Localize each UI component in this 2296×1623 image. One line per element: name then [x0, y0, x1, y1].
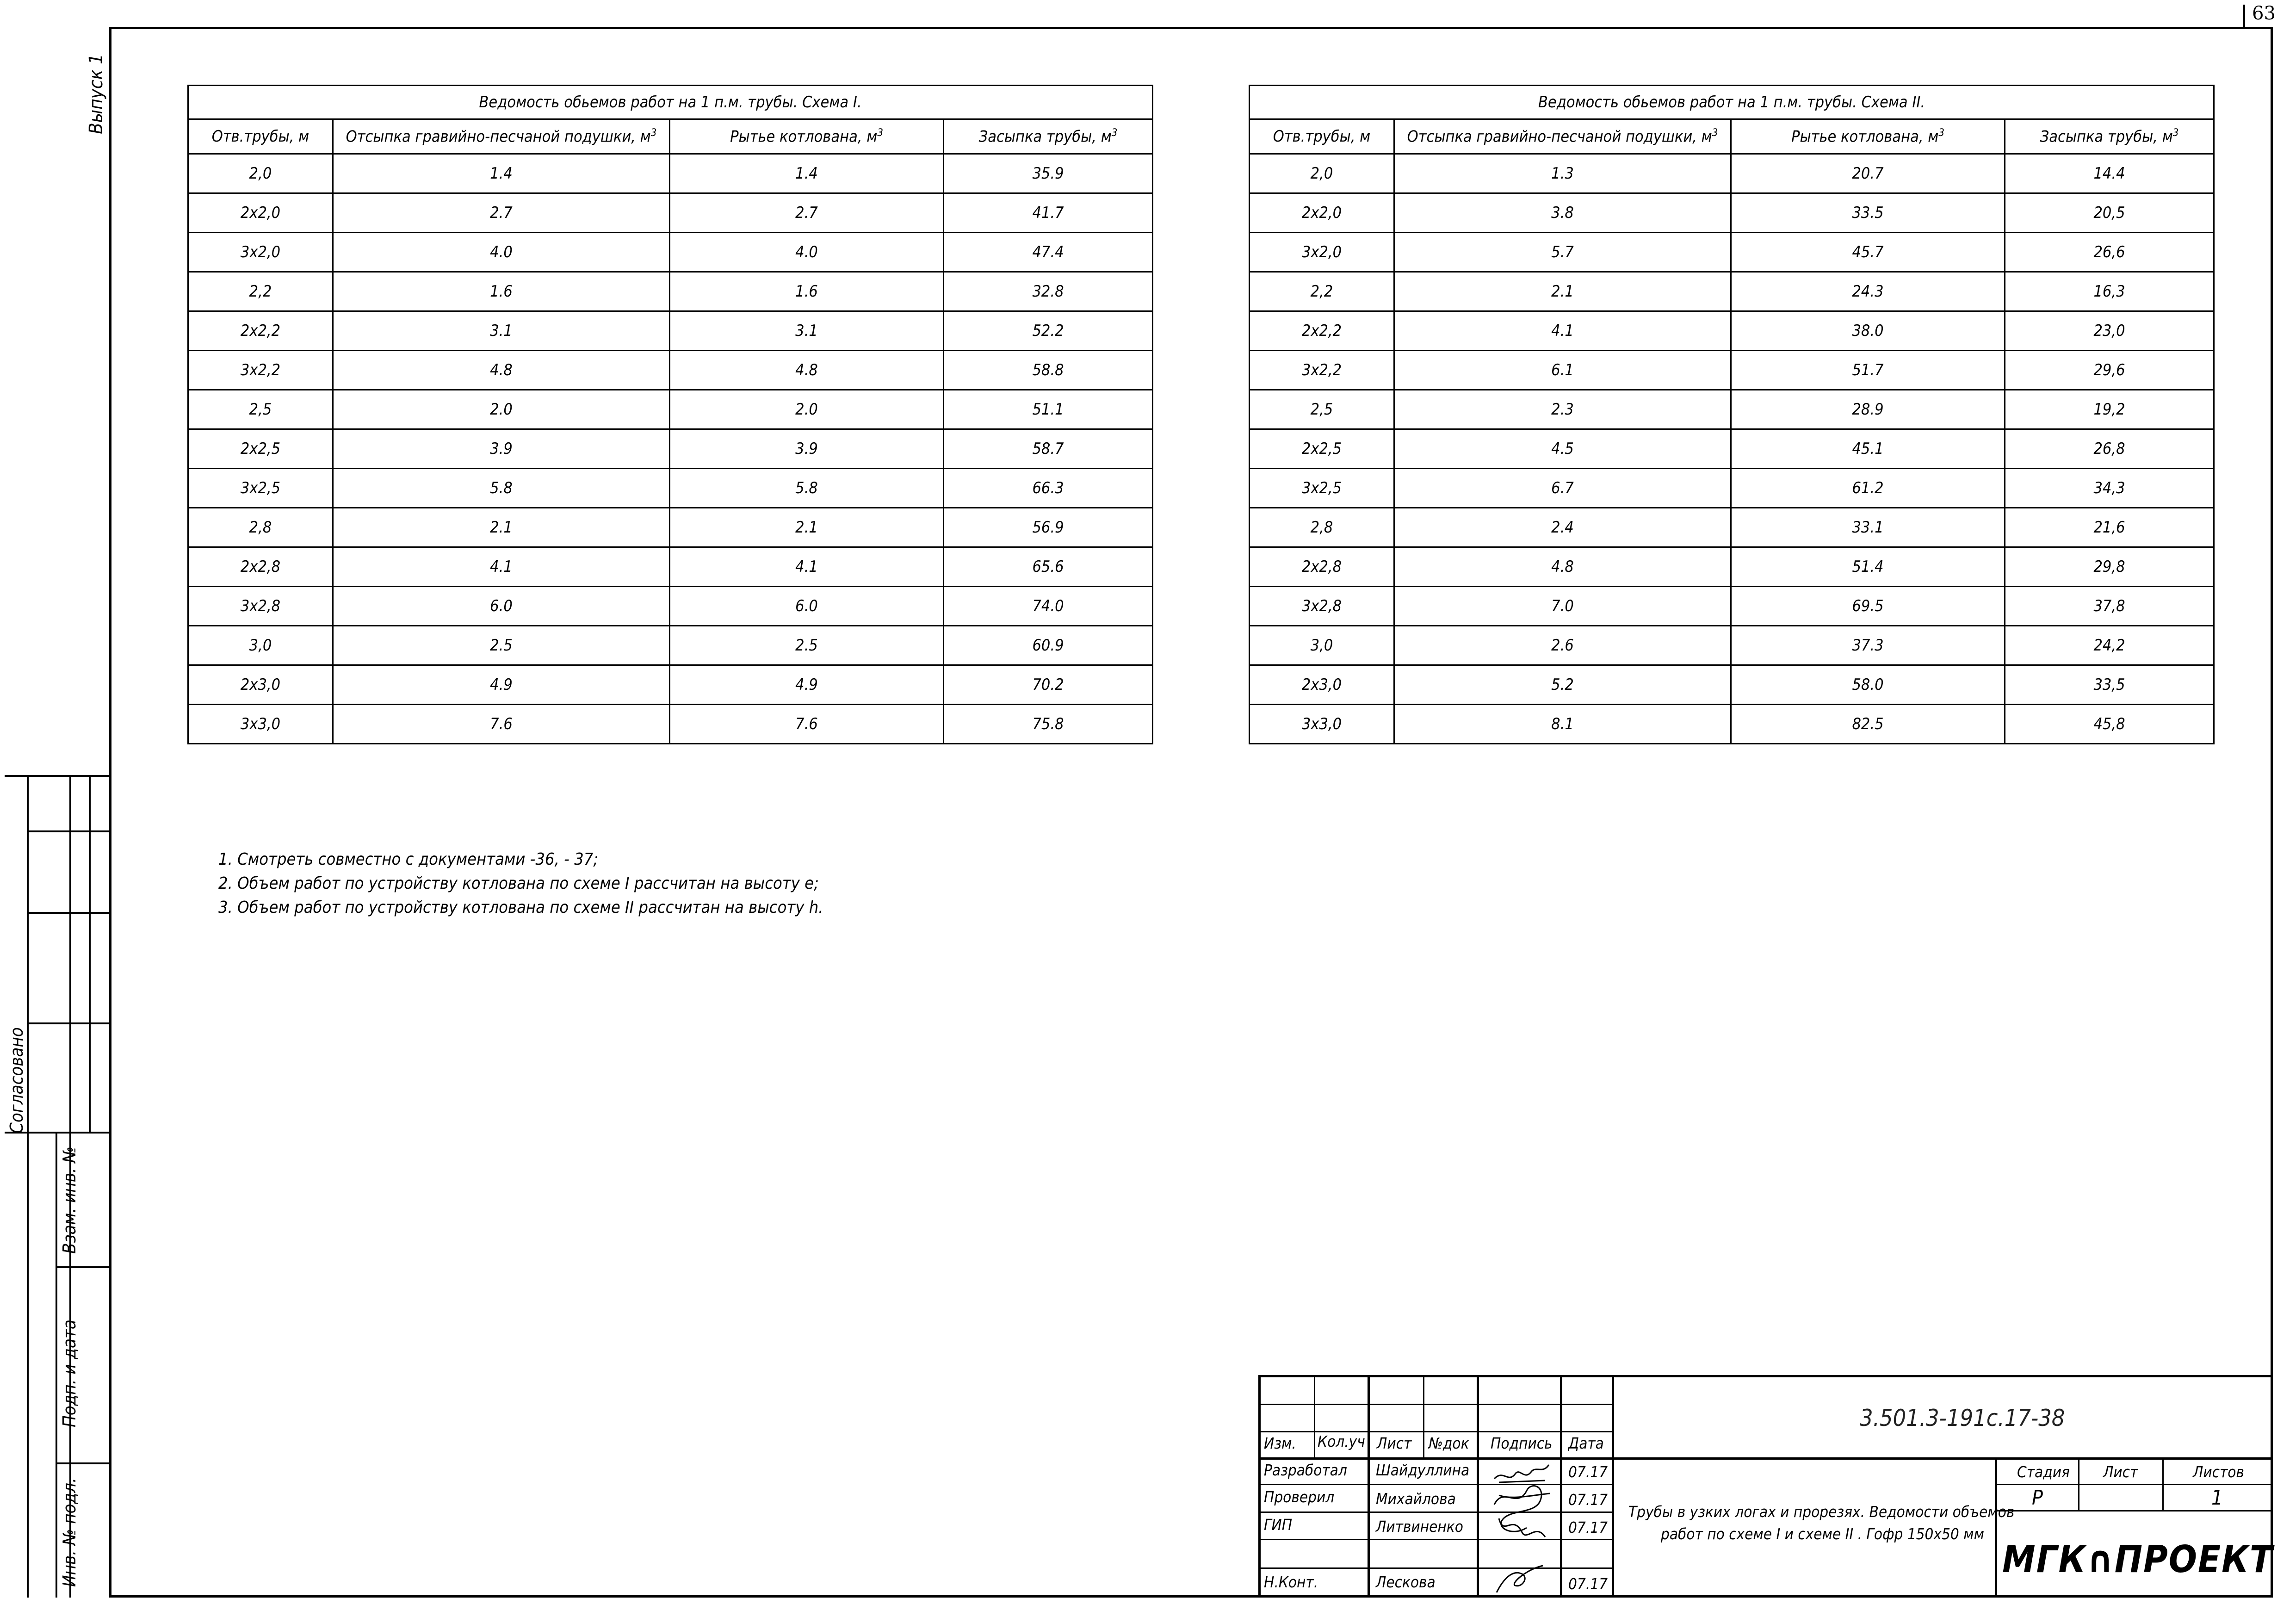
notes — [218, 848, 823, 920]
signature-gip — [1494, 1509, 1550, 1546]
table-cell: 2,2 — [1250, 272, 1394, 311]
table-row — [1250, 272, 2214, 311]
table-cell: 5.8 — [333, 469, 670, 508]
table-row — [1250, 665, 2214, 705]
table-row — [188, 665, 1153, 705]
table-cell: 4.0 — [670, 233, 944, 272]
table-cell: 45.1 — [1731, 429, 2005, 469]
table-cell: 3x2,8 — [188, 587, 333, 626]
date-nkont: 07.17 — [1568, 1575, 1608, 1593]
table-cell: 66.3 — [944, 469, 1153, 508]
table-cell: 2x2,5 — [188, 429, 333, 469]
table-cell: 2,5 — [1250, 390, 1394, 429]
name-proveril: Михайлова — [1376, 1490, 1456, 1508]
table-cell: 28.9 — [1731, 390, 2005, 429]
table-row — [1250, 311, 2214, 351]
table-cell: 2.0 — [670, 390, 944, 429]
table-cell: 82.5 — [1731, 705, 2005, 744]
table-row — [1250, 705, 2214, 744]
description-line-2: работ по схеме I и схеме II . Гофр 150х50 мм — [1661, 1525, 1984, 1543]
table-cell: 4.9 — [670, 665, 944, 705]
table-cell: 51.4 — [1731, 547, 2005, 587]
table1-header-backfill: Засыпка трубы, $м^3$ — [944, 119, 1153, 154]
table-cell: 1.3 — [1394, 154, 1731, 193]
podp-data-label: Подп. и дата — [59, 1319, 80, 1427]
table-cell: 23,0 — [2005, 311, 2214, 351]
vypusk-label: Выпуск 1 — [86, 54, 107, 134]
table-cell: 58.0 — [1731, 665, 2005, 705]
table-cell: 2x2,8 — [188, 547, 333, 587]
table-cell: 35.9 — [944, 154, 1153, 193]
table-cell: 2x2,0 — [188, 193, 333, 233]
hdr-data: Дата — [1568, 1434, 1604, 1452]
table-cell: 7.6 — [333, 705, 670, 744]
table2-header-diameter: Отв.трубы, м — [1250, 119, 1394, 154]
table-cell: 2.0 — [333, 390, 670, 429]
table-row — [188, 469, 1153, 508]
table-cell: 20.7 — [1731, 154, 2005, 193]
table-cell: 3.8 — [1394, 193, 1731, 233]
table-cell: 33,5 — [2005, 665, 2214, 705]
hdr-podpis: Подпись — [1491, 1434, 1553, 1452]
table-cell: 16,3 — [2005, 272, 2214, 311]
table-cell: 60.9 — [944, 626, 1153, 665]
table-cell: 2.1 — [1394, 272, 1731, 311]
table-cell: 51.7 — [1731, 351, 2005, 390]
table-row — [188, 390, 1153, 429]
table-cell: 2,5 — [188, 390, 333, 429]
table-cell: 47.4 — [944, 233, 1153, 272]
table-cell: 2,8 — [188, 508, 333, 547]
table-cell: 3.9 — [670, 429, 944, 469]
table-row — [1250, 429, 2214, 469]
table-cell: 69.5 — [1731, 587, 2005, 626]
table-cell: 2x2,5 — [1250, 429, 1394, 469]
table-cell: 1.4 — [670, 154, 944, 193]
hdr-koluch: Кол.уч — [1318, 1432, 1365, 1450]
table-row — [188, 233, 1153, 272]
table-cell: 4.8 — [333, 351, 670, 390]
table-cell: 3x2,5 — [1250, 469, 1394, 508]
hdr-ndok: №док — [1429, 1434, 1469, 1452]
table-cell: 2.5 — [333, 626, 670, 665]
table-row — [188, 193, 1153, 233]
table-cell: 2.7 — [333, 193, 670, 233]
inv-podl-label: Инв. № подл. — [59, 1478, 80, 1587]
table-cell: 45.7 — [1731, 233, 2005, 272]
table2-header-excavation: Рытье котлована, $м^3$ — [1731, 119, 2005, 154]
table-cell: 61.2 — [1731, 469, 2005, 508]
left-strip — [5, 775, 110, 1598]
table2-title: Ведомость обьемов работ на 1 п.м. трубы. Схема II. — [1250, 86, 2214, 119]
table-cell: 6.0 — [333, 587, 670, 626]
table-cell: 3,0 — [188, 626, 333, 665]
table-cell: 37,8 — [2005, 587, 2214, 626]
table-cell: 4.8 — [670, 351, 944, 390]
table-cell: 8.1 — [1394, 705, 1731, 744]
table-cell: 3x3,0 — [188, 705, 333, 744]
table-row — [188, 587, 1153, 626]
table-cell: 2,8 — [1250, 508, 1394, 547]
stage-label: Стадия — [2017, 1463, 2070, 1481]
table-cell: 14.4 — [2005, 154, 2214, 193]
table-cell: 1.6 — [333, 272, 670, 311]
table-cell: 37.3 — [1731, 626, 2005, 665]
table-cell: 21,6 — [2005, 508, 2214, 547]
table-cell: 33.1 — [1731, 508, 2005, 547]
table-cell: 26,8 — [2005, 429, 2214, 469]
table-cell: 26,6 — [2005, 233, 2214, 272]
date-razrabotal: 07.17 — [1568, 1463, 1608, 1481]
table-cell: 2x3,0 — [188, 665, 333, 705]
volume-table-scheme-1 — [187, 85, 1153, 744]
table-cell: 3x2,8 — [1250, 587, 1394, 626]
table-cell: 70.2 — [944, 665, 1153, 705]
table-cell: 3.1 — [670, 311, 944, 351]
table-cell: 2,0 — [188, 154, 333, 193]
table-row — [1250, 154, 2214, 193]
name-razrabotal: Шайдуллина — [1376, 1461, 1470, 1479]
table-row — [1250, 469, 2214, 508]
table-cell: 2.7 — [670, 193, 944, 233]
table-cell: 3,0 — [1250, 626, 1394, 665]
table-row — [188, 429, 1153, 469]
table2-header-fill: Отсыпка гравийно-песчаной подушки, $м^3$ — [1394, 119, 1731, 154]
table-row — [1250, 508, 2214, 547]
table-row — [188, 351, 1153, 390]
table-row — [188, 705, 1153, 744]
table-row — [188, 508, 1153, 547]
table-cell: 4.0 — [333, 233, 670, 272]
table-cell: 41.7 — [944, 193, 1153, 233]
vzam-inv-label: Взам. инв. № — [59, 1146, 80, 1254]
date-proveril: 07.17 — [1568, 1491, 1608, 1509]
table-cell: 24,2 — [2005, 626, 2214, 665]
volume-table-scheme-2 — [1249, 85, 2215, 744]
role-proveril: Проверил — [1264, 1488, 1335, 1506]
table-row — [1250, 193, 2214, 233]
table-cell: 58.7 — [944, 429, 1153, 469]
table-cell: 19,2 — [2005, 390, 2214, 429]
table-cell: 5.8 — [670, 469, 944, 508]
description-line-1: Трубы в узких логах и прорезях. Ведомости объемов — [1628, 1503, 2015, 1521]
table-cell: 7.6 — [670, 705, 944, 744]
table-cell: 1.6 — [670, 272, 944, 311]
company-logo: МГК∩ПРОЕКТ — [2002, 1538, 2274, 1581]
table-cell: 3.9 — [333, 429, 670, 469]
table-cell: 2.5 — [670, 626, 944, 665]
table-cell: 4.8 — [1394, 547, 1731, 587]
table-row — [1250, 547, 2214, 587]
table-row — [188, 154, 1153, 193]
table-cell: 3x2,2 — [1250, 351, 1394, 390]
sheets-label: Листов — [2193, 1463, 2244, 1481]
table-cell: 3x2,2 — [188, 351, 333, 390]
table-cell: 4.1 — [670, 547, 944, 587]
table-cell: 38.0 — [1731, 311, 2005, 351]
table-cell: 2.3 — [1394, 390, 1731, 429]
table-cell: 7.0 — [1394, 587, 1731, 626]
table-cell: 52.2 — [944, 311, 1153, 351]
table-cell: 4.5 — [1394, 429, 1731, 469]
table-cell: 5.7 — [1394, 233, 1731, 272]
note-3: 3. Объем работ по устройству котлована по схеме II рассчитан на высоту h. — [218, 898, 823, 917]
sheet-number: 63 — [2252, 3, 2276, 24]
table-cell: 2x2,2 — [188, 311, 333, 351]
table-cell: 2,0 — [1250, 154, 1394, 193]
table-cell: 45,8 — [2005, 705, 2214, 744]
table-cell: 3.1 — [333, 311, 670, 351]
table1-title: Ведомость обьемов работ на 1 п.м. трубы. Схема I. — [188, 86, 1153, 119]
doc-code: 3.501.3-191с.17-38 — [1860, 1405, 2065, 1431]
name-nkont: Лескова — [1376, 1573, 1436, 1591]
table-row — [1250, 587, 2214, 626]
table-cell: 65.6 — [944, 547, 1153, 587]
table-cell: 5.2 — [1394, 665, 1731, 705]
table-cell: 4.1 — [333, 547, 670, 587]
table-cell: 29,6 — [2005, 351, 2214, 390]
role-razrabotal: Разработал — [1264, 1461, 1347, 1479]
table-cell: 74.0 — [944, 587, 1153, 626]
table-cell: 2x3,0 — [1250, 665, 1394, 705]
table-cell: 1.4 — [333, 154, 670, 193]
table-cell: 3x3,0 — [1250, 705, 1394, 744]
stage-value: Р — [2032, 1486, 2043, 1510]
table-cell: 75.8 — [944, 705, 1153, 744]
table1-header-excavation: Рытье котлована, $м^3$ — [670, 119, 944, 154]
table-cell: 51.1 — [944, 390, 1153, 429]
table-row — [1250, 390, 2214, 429]
table2-header-backfill: Засыпка трубы, $м^3$ — [2005, 119, 2214, 154]
table-row — [188, 626, 1153, 665]
table-cell: 2.6 — [1394, 626, 1731, 665]
table-cell: 6.0 — [670, 587, 944, 626]
table-row — [1250, 351, 2214, 390]
table-cell: 56.9 — [944, 508, 1153, 547]
role-nkont: Н.Конт. — [1264, 1573, 1318, 1591]
table-cell: 2x2,0 — [1250, 193, 1394, 233]
table-cell: 2x2,2 — [1250, 311, 1394, 351]
table-row — [188, 272, 1153, 311]
table-row — [1250, 626, 2214, 665]
sheet-number-divider — [2243, 5, 2245, 28]
sheet-label: Лист — [2103, 1463, 2138, 1481]
name-gip: Литвиненко — [1376, 1518, 1463, 1536]
table-cell: 20,5 — [2005, 193, 2214, 233]
hdr-izm: Изм. — [1264, 1434, 1296, 1452]
title-block — [1258, 1375, 2273, 1598]
table1-header-diameter: Отв.трубы, м — [188, 119, 333, 154]
table-row — [188, 547, 1153, 587]
table-cell: 3x2,0 — [188, 233, 333, 272]
table-row — [1250, 233, 2214, 272]
table-cell: 2.1 — [670, 508, 944, 547]
note-1: 1. Смотреть совместно с документами -36, - 37; — [218, 850, 599, 869]
table-cell: 2x2,8 — [1250, 547, 1394, 587]
table-cell: 24.3 — [1731, 272, 2005, 311]
table-cell: 6.7 — [1394, 469, 1731, 508]
table-cell: 58.8 — [944, 351, 1153, 390]
table-cell: 2,2 — [188, 272, 333, 311]
table-cell: 33.5 — [1731, 193, 2005, 233]
signature-nkont — [1490, 1560, 1550, 1597]
table-cell: 32.8 — [944, 272, 1153, 311]
table-cell: 6.1 — [1394, 351, 1731, 390]
table-cell: 4.1 — [1394, 311, 1731, 351]
table-cell: 3x2,5 — [188, 469, 333, 508]
table1-header-fill: Отсыпка гравийно-песчаной подушки, $м^3$ — [333, 119, 670, 154]
role-gip: ГИП — [1264, 1516, 1293, 1534]
hdr-list: Лист — [1377, 1434, 1412, 1452]
table-cell: 2.4 — [1394, 508, 1731, 547]
date-gip: 07.17 — [1568, 1518, 1608, 1536]
note-2: 2. Объем работ по устройству котлована по схеме I рассчитан на высоту e; — [218, 874, 819, 893]
soglasovano-label: Согласовано — [6, 1027, 27, 1134]
table-cell: 3x2,0 — [1250, 233, 1394, 272]
sheets-value: 1 — [2211, 1486, 2223, 1510]
table-row — [188, 311, 1153, 351]
table-cell: 4.9 — [333, 665, 670, 705]
table-cell: 2.1 — [333, 508, 670, 547]
table-cell: 34,3 — [2005, 469, 2214, 508]
table-cell: 29,8 — [2005, 547, 2214, 587]
